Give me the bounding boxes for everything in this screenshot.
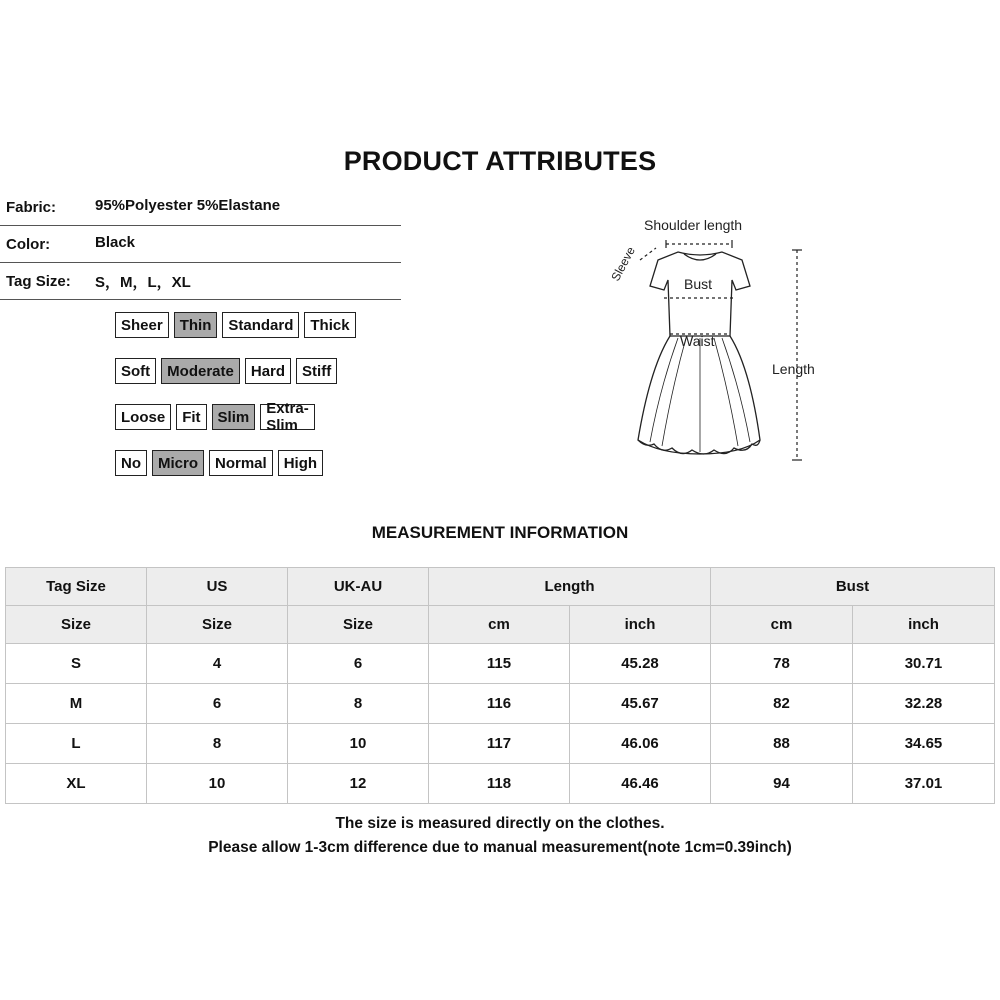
sleeve-label: Sleeve: [608, 244, 638, 284]
oft-choices: [115, 450, 323, 476]
attr-row-tag-size: [0, 263, 401, 300]
table-cell: 8: [147, 724, 288, 764]
table-cell: 10: [147, 764, 288, 804]
table-cell: 117: [429, 724, 570, 764]
attr-row-fabric: [0, 189, 401, 226]
table-cell: 30.71: [853, 644, 995, 684]
option-choice-slim: Slim: [212, 404, 256, 430]
subheader-cell: cm: [429, 606, 570, 644]
subheader-cell: inch: [853, 606, 995, 644]
header-uk-au: UK-AU: [288, 568, 429, 606]
table-cell: S: [6, 644, 147, 684]
option-choice-no: No: [115, 450, 147, 476]
table-cell: 4: [147, 644, 288, 684]
table-cell: XL: [6, 764, 147, 804]
table-row: [6, 684, 995, 724]
table-row: [6, 764, 995, 804]
table-cell: 12: [288, 764, 429, 804]
option-choice-standard: Standard: [222, 312, 299, 338]
measurement-table: [5, 567, 995, 804]
option-choice-soft: Soft: [115, 358, 156, 384]
waist-label: Waist: [680, 333, 715, 349]
table-row: [6, 724, 995, 764]
subheader-cell: cm: [711, 606, 853, 644]
table-cell: 10: [288, 724, 429, 764]
table-cell: 6: [147, 684, 288, 724]
table-cell: 88: [711, 724, 853, 764]
table-cell: 45.67: [570, 684, 711, 724]
option-choice-normal: Normal: [209, 450, 273, 476]
measurement-title: MEASUREMENT INFORMATION: [371, 523, 629, 542]
option-choice-extra-slim: Extra-Slim: [260, 404, 315, 430]
table-cell: 115: [429, 644, 570, 684]
table-cell: 78: [711, 644, 853, 684]
dress-measurement-diagram: [600, 208, 840, 478]
header-row-1: [6, 568, 995, 606]
table-cell: 118: [429, 764, 570, 804]
option-choice-thin: Thin: [174, 312, 218, 338]
header-row-2: [6, 606, 995, 644]
subheader-cell: inch: [570, 606, 711, 644]
table-cell: 94: [711, 764, 853, 804]
option-choice-loose: Loose: [115, 404, 171, 430]
option-choice-sheer: Sheer: [115, 312, 169, 338]
table-cell: 8: [288, 684, 429, 724]
option-choice-hard: Hard: [245, 358, 291, 384]
bust-label: Bust: [684, 276, 713, 292]
shoulder-length-label: Shoulder length: [644, 217, 743, 233]
tag-size-label: Tag Size:: [6, 273, 71, 290]
table-cell: 6: [288, 644, 429, 684]
table-cell: 32.28: [853, 684, 995, 724]
thickness-choices: [115, 312, 356, 338]
page-title: PRODUCT ATTRIBUTES: [343, 146, 657, 176]
length-label: Length: [772, 361, 815, 377]
table-row: [6, 644, 995, 684]
fabric-value: 95%Polyester 5%Elastane: [95, 197, 281, 214]
table-cell: 46.46: [570, 764, 711, 804]
table-cell: 46.06: [570, 724, 711, 764]
table-cell: 34.65: [853, 724, 995, 764]
subheader-cell: Size: [6, 606, 147, 644]
table-cell: 45.28: [570, 644, 711, 684]
subheader-cell: Size: [288, 606, 429, 644]
option-choice-stiff: Stiff: [296, 358, 337, 384]
touch-choices: [115, 358, 337, 384]
table-cell: 82: [711, 684, 853, 724]
option-choice-micro: Micro: [152, 450, 204, 476]
note-measured: The size is measured directly on the clothes.: [335, 815, 665, 832]
table-cell: 37.01: [853, 764, 995, 804]
header-tag-size: Tag Size: [6, 568, 147, 606]
header-us: US: [147, 568, 288, 606]
color-value: Black: [95, 234, 136, 251]
table-cell: L: [6, 724, 147, 764]
table-cell: M: [6, 684, 147, 724]
fabric-label: Fabric:: [6, 199, 57, 216]
option-choice-fit: Fit: [176, 404, 206, 430]
header-bust: Bust: [711, 568, 995, 606]
option-choice-moderate: Moderate: [161, 358, 240, 384]
subheader-cell: Size: [147, 606, 288, 644]
note-difference: Please allow 1-3cm difference due to manual measurement(note 1cm=0.39inch): [208, 839, 792, 856]
tag-size-value: S，M，L，XL: [95, 274, 191, 291]
attr-row-color: [0, 226, 401, 263]
type-choices: [115, 400, 315, 434]
header-length: Length: [429, 568, 711, 606]
color-label: Color:: [6, 236, 51, 253]
option-choice-thick: Thick: [304, 312, 355, 338]
table-cell: 116: [429, 684, 570, 724]
option-choice-high: High: [278, 450, 323, 476]
